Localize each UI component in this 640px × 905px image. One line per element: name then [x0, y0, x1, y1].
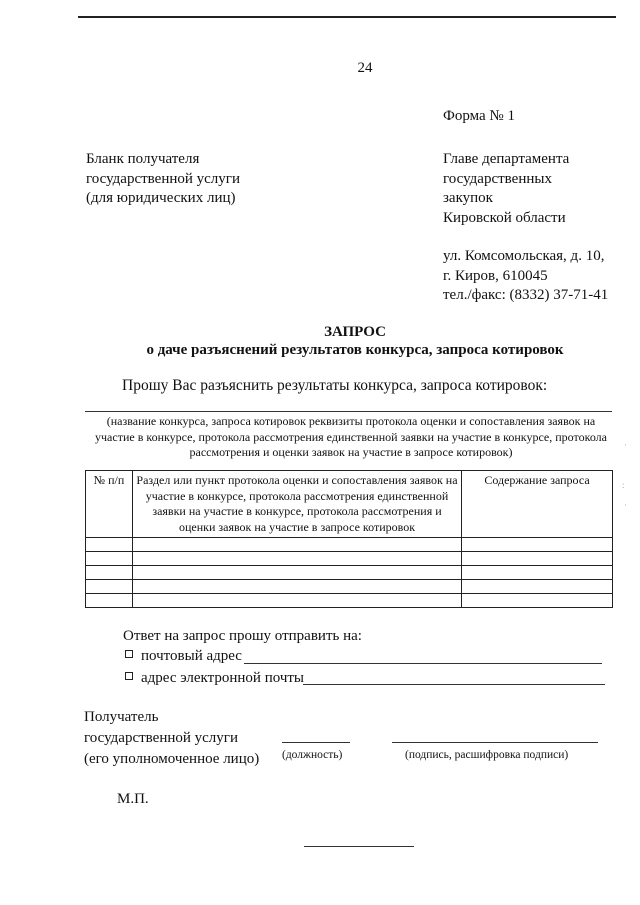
- postal-label: почтовый адрес: [141, 648, 242, 664]
- document-title: [70, 323, 640, 359]
- contest-name-line: [85, 411, 612, 412]
- reply-option-email[interactable]: [125, 670, 304, 687]
- header-number: № п/п: [86, 471, 133, 538]
- email-address-field[interactable]: [303, 684, 605, 685]
- request-table: [85, 470, 613, 608]
- table-header-row: [86, 471, 613, 538]
- postal-checkbox[interactable]: [125, 650, 133, 658]
- recipient-line: Главе департамента: [443, 151, 570, 167]
- table-row[interactable]: [86, 552, 613, 566]
- header-content: Содержание запроса: [462, 471, 613, 538]
- postal-address-field[interactable]: [244, 663, 602, 664]
- footnote-divider: [304, 846, 414, 847]
- sender-line: государственной услуги: [86, 170, 240, 187]
- margin-speck: ·: [624, 500, 627, 510]
- title-sub: о даче разъяснений результатов конкурса, запроса котировок: [146, 342, 564, 358]
- header-section: Раздел или пункт протокола оценки и сопоставления заявок на участие в конкурсе, протокола рассмотрения единственной заявки на участие в конкурсе, протокола рассмотрения и оценки заявок на участие в запросе котировок: [133, 471, 462, 538]
- address-line: тел./факс: (8332) 37-71-41: [443, 287, 609, 303]
- signature-field[interactable]: [392, 742, 598, 743]
- address-line: ул. Комсомольская, д. 10,: [443, 248, 605, 264]
- recipient-line: закупок: [443, 190, 493, 206]
- reply-label: Ответ на запрос прошу отправить на:: [123, 628, 362, 644]
- table-row[interactable]: [86, 566, 613, 580]
- signature-caption: (подпись, расшифровка подписи): [405, 749, 569, 761]
- sender-line: Бланк получателя: [86, 151, 200, 167]
- recipient-block: [443, 150, 569, 228]
- address-line: г. Киров, 610045: [443, 267, 548, 284]
- reply-option-postal[interactable]: [125, 648, 242, 665]
- title-main: ЗАПРОС: [324, 324, 386, 340]
- position-field[interactable]: [282, 742, 350, 743]
- signatory-line: Получатель: [84, 709, 159, 725]
- email-label: адрес электронной почты: [141, 670, 305, 686]
- email-checkbox[interactable]: [125, 672, 133, 680]
- recipient-line: государственных: [443, 170, 552, 187]
- signatory-line: государственной услуги: [84, 730, 238, 746]
- contest-name-caption: (название конкурса, запроса котировок реквизиты протокола оценки и сопоставления заявок на участие в конкурсе, протокола рассмотрения единственной заявки на участие в конкурсе, протокола рассмотрения и оценки заявок на участие в запросе котировок): [95, 414, 607, 459]
- sender-line: (для юридических лиц): [86, 190, 236, 206]
- form-number: Форма № 1: [443, 108, 515, 124]
- request-text: Прошу Вас разъяснить результаты конкурса, запроса котировок:: [122, 377, 548, 394]
- address-block: [443, 247, 608, 306]
- table-row[interactable]: [86, 594, 613, 608]
- top-border-line: [78, 16, 616, 18]
- recipient-line: Кировской области: [443, 209, 566, 226]
- table-row[interactable]: [86, 580, 613, 594]
- signatory-block: [84, 707, 259, 770]
- table-row[interactable]: [86, 538, 613, 552]
- position-caption: (должность): [282, 749, 343, 761]
- stamp-place: М.П.: [117, 791, 149, 807]
- margin-speck: ·: [624, 440, 627, 450]
- sender-block: [86, 150, 240, 209]
- page-number: 24: [357, 60, 373, 76]
- margin-speck: :: [622, 480, 625, 490]
- signatory-line: (его уполномоченное лицо): [84, 751, 260, 767]
